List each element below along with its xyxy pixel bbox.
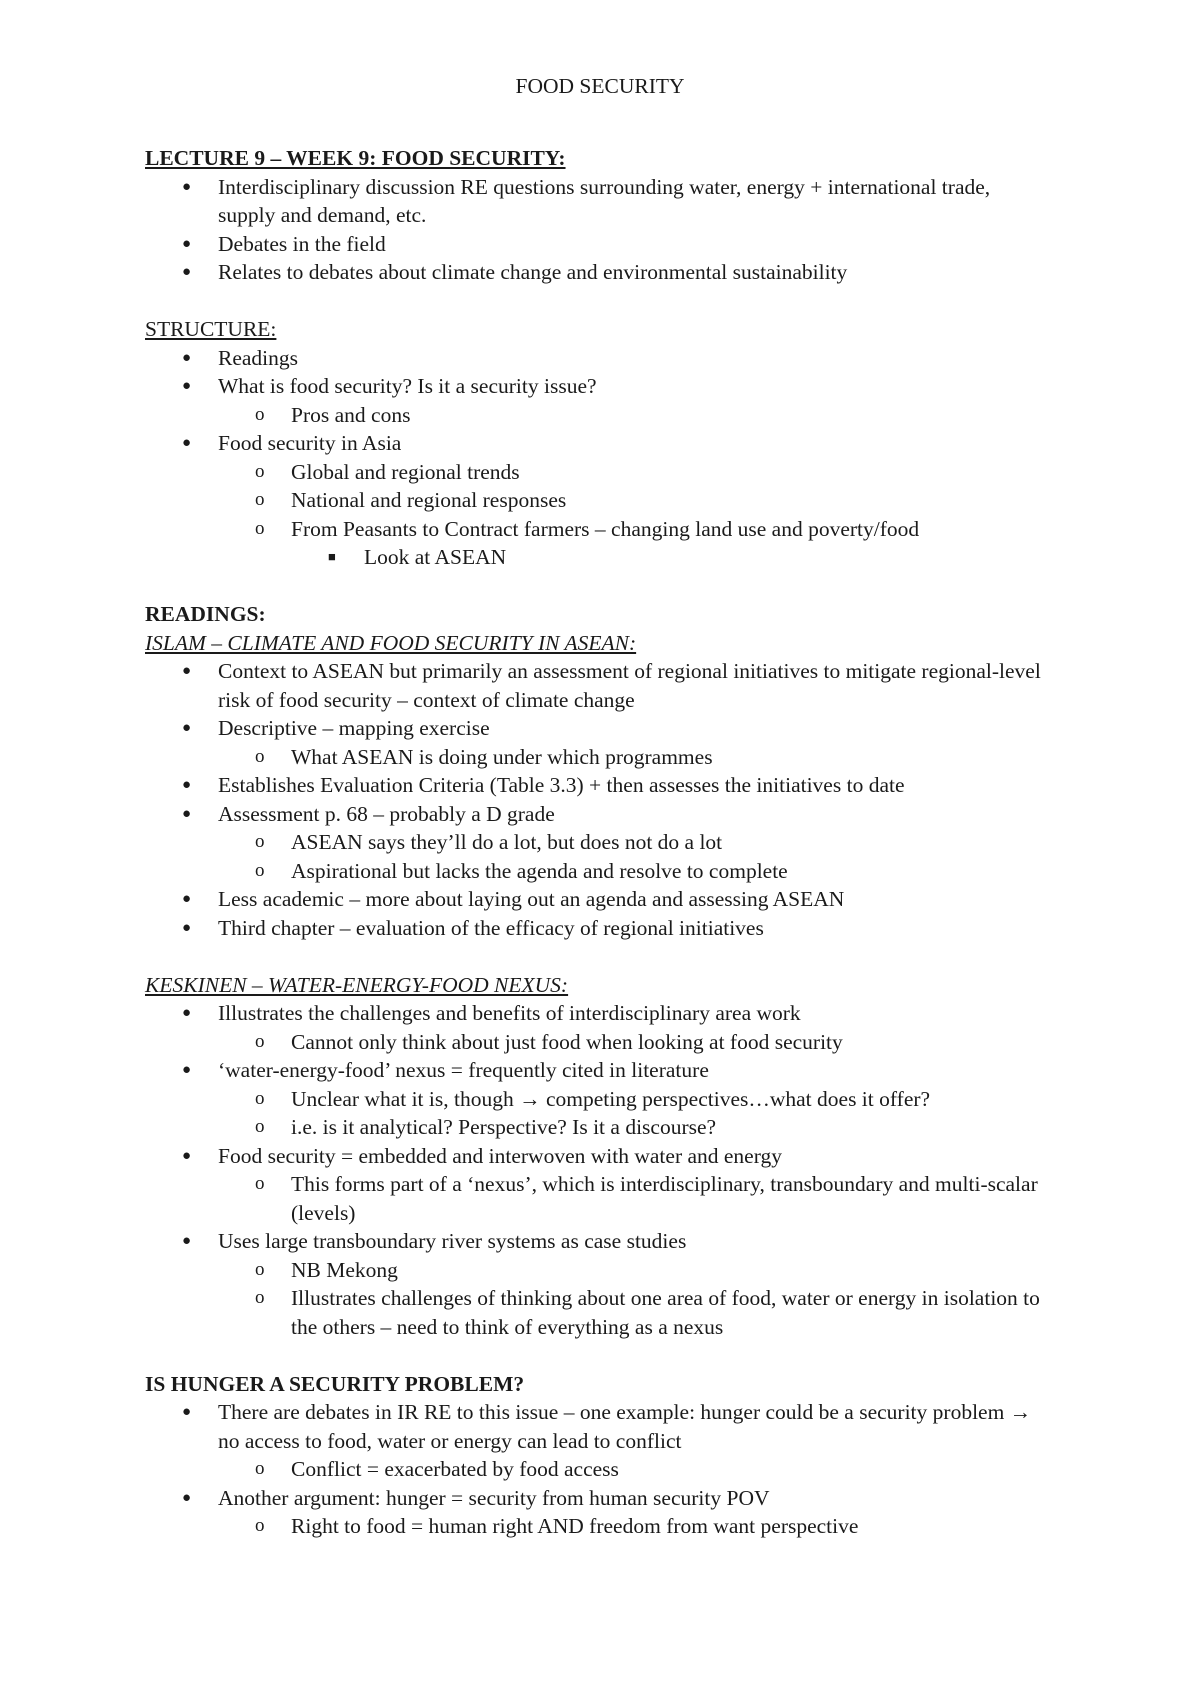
list-item-level-2	[145, 1113, 1045, 1142]
circle-marker: o	[255, 1287, 265, 1308]
document-title: FOOD SECURITY	[515, 74, 685, 98]
list-item-text: Descriptive – mapping exercise	[218, 716, 490, 740]
list-item-text: Third chapter – evaluation of the efficacy of regional initiatives	[218, 915, 764, 940]
list-item-text: Pros and cons	[291, 402, 411, 427]
list-item-level-2	[145, 458, 1045, 487]
list-item-text: Less academic – more about laying out an agenda and assessing ASEAN	[218, 887, 845, 911]
circle-marker: o	[255, 1173, 265, 1194]
blank-line	[145, 942, 1045, 971]
bullet-marker: ●	[182, 435, 192, 451]
circle-marker: o	[255, 831, 265, 852]
list-item-level-1	[145, 344, 1045, 373]
list-item-text: Context to ASEAN but primarily an assessment of regional initiatives to mitigate regional-level risk of food security – context of climate change	[218, 659, 1041, 712]
list-item-text: Relates to debates about climate change and environmental sustainability	[218, 260, 848, 284]
list-item-text: Interdisciplinary discussion RE questions surrounding water, energy + international trade, supply and demand, etc.	[218, 174, 991, 227]
list-item-level-1	[145, 1227, 1045, 1256]
list-item-level-1	[145, 230, 1045, 259]
list-item-level-2	[145, 857, 1045, 886]
list-item-level-2	[145, 828, 1045, 857]
list-item-text: ASEAN says they’ll do a lot, but does not do a lot	[291, 830, 723, 854]
bullet-marker: ●	[182, 349, 192, 366]
circle-marker: o	[255, 460, 265, 482]
document-body	[145, 144, 1045, 1541]
section-heading: ISLAM – CLIMATE AND FOOD SECURITY IN ASEAN:	[145, 630, 637, 655]
list-item-text: Assessment p. 68 – probably a D grade	[218, 801, 555, 826]
list-item-text: National and regional responses	[291, 488, 567, 512]
list-item-text: What is food security? Is it a security issue?	[218, 374, 597, 398]
list-item-level-2	[145, 1085, 1045, 1114]
blank-line	[145, 287, 1045, 316]
list-item-level-1	[145, 999, 1045, 1028]
list-item-level-1	[145, 258, 1045, 287]
bullet-marker: ●	[182, 777, 192, 793]
bullet-marker: ●	[182, 720, 192, 736]
list-item-text: Right to food = human right AND freedom from want perspective	[291, 1514, 859, 1538]
list-item-text: NB Mekong	[291, 1257, 398, 1282]
list-item-level-1	[145, 657, 1045, 714]
list-item-level-1	[145, 1398, 1045, 1455]
bullet-marker: ●	[182, 178, 192, 195]
list-item-level-2	[145, 743, 1045, 772]
list-item-text: Unclear what it is, though → competing perspectives…what does it offer?	[291, 1086, 931, 1111]
bullet-marker: ●	[182, 1233, 192, 1249]
list-item-level-2	[145, 1256, 1045, 1285]
list-item-level-2	[145, 1284, 1045, 1341]
bullet-marker: ●	[182, 1005, 192, 1021]
bullet-marker: ●	[182, 1062, 192, 1078]
list-item-text: There are debates in IR RE to this issue – one example: hunger could be a security problem → no access to food, water or energy can lead to conflict	[218, 1400, 1032, 1453]
list-item-level-2	[145, 401, 1045, 430]
list-item-text: Food security = embedded and interwoven with water and energy	[218, 1143, 782, 1168]
bullet-marker: ●	[182, 891, 192, 907]
list-item-text: This forms part of a ‘nexus’, which is interdisciplinary, transboundary and multi-scalar (levels)	[291, 1172, 1038, 1225]
bullet-marker: ●	[182, 264, 192, 280]
list-item-text: Establishes Evaluation Criteria (Table 3.3) + then assesses the initiatives to date	[218, 773, 905, 797]
circle-marker: o	[255, 1116, 265, 1137]
circle-marker: o	[255, 1515, 265, 1536]
list-item-level-2	[145, 1170, 1045, 1227]
list-item-level-2	[145, 1028, 1045, 1057]
circle-marker: o	[255, 859, 265, 881]
list-item-level-1	[145, 914, 1045, 943]
list-item-level-1	[145, 1484, 1045, 1513]
circle-marker: o	[255, 403, 265, 425]
bullet-marker: ●	[182, 1489, 192, 1506]
bullet-marker: ●	[182, 1147, 192, 1164]
list-item-text: What ASEAN is doing under which programmes	[291, 744, 713, 769]
list-item-level-1	[145, 800, 1045, 829]
section-heading: IS HUNGER A SECURITY PROBLEM?	[145, 1371, 525, 1396]
list-item-level-1	[145, 885, 1045, 914]
bullet-marker: ●	[182, 663, 192, 679]
blank-line	[145, 1341, 1045, 1370]
list-item-text: Global and regional trends	[291, 459, 520, 484]
bullet-marker: ●	[182, 919, 192, 936]
list-item-text: Aspirational but lacks the agenda and resolve to complete	[291, 858, 788, 883]
list-item-level-1	[145, 173, 1045, 230]
list-item-text: Uses large transboundary river systems as case studies	[218, 1229, 687, 1253]
bullet-marker: ●	[182, 235, 192, 252]
list-item-level-1	[145, 1142, 1045, 1171]
list-item-level-2	[145, 515, 1045, 544]
list-item-text: i.e. is it analytical? Perspective? Is it a discourse?	[291, 1115, 717, 1139]
list-item-level-1	[145, 372, 1045, 401]
circle-marker: o	[255, 489, 265, 510]
bullet-marker: ●	[182, 805, 192, 822]
list-item-text: ‘water-energy-food’ nexus = frequently cited in literature	[218, 1058, 709, 1082]
circle-marker: o	[255, 1258, 265, 1280]
list-item-text: Another argument: hunger = security from human security POV	[218, 1485, 770, 1510]
list-item-level-1	[145, 1056, 1045, 1085]
list-item-level-1	[145, 714, 1045, 743]
list-item-text: Illustrates challenges of thinking about one area of food, water or energy in isolation to the others – need to think of everything as a nexus	[291, 1286, 1040, 1339]
circle-marker: o	[255, 517, 265, 539]
list-item-text: Food security in Asia	[218, 431, 402, 455]
list-item-text: Debates in the field	[218, 231, 386, 256]
circle-marker: o	[255, 745, 265, 767]
section-heading: LECTURE 9 – WEEK 9: FOOD SECURITY:	[145, 146, 566, 170]
blank-line	[145, 572, 1045, 601]
list-item-text: Cannot only think about just food when looking at food security	[291, 1029, 843, 1054]
list-item-text: Look at ASEAN	[364, 545, 507, 569]
square-marker: ■	[328, 549, 336, 564]
section-heading: KESKINEN – WATER-ENERGY-FOOD NEXUS:	[145, 972, 569, 997]
circle-marker: o	[255, 1087, 265, 1109]
circle-marker: o	[255, 1030, 265, 1052]
section-heading: STRUCTURE:	[145, 317, 277, 341]
list-item-level-2	[145, 1512, 1045, 1541]
bullet-marker: ●	[182, 378, 192, 394]
bullet-marker: ●	[182, 1404, 192, 1420]
list-item-text: From Peasants to Contract farmers – changing land use and poverty/food	[291, 516, 920, 541]
list-item-level-1	[145, 771, 1045, 800]
circle-marker: o	[255, 1458, 265, 1479]
list-item-level-2	[145, 1455, 1045, 1484]
list-item-text: Illustrates the challenges and benefits of interdisciplinary area work	[218, 1001, 801, 1025]
list-item-level-1	[145, 429, 1045, 458]
section-heading: READINGS:	[145, 602, 266, 626]
list-item-level-3	[145, 543, 1045, 572]
list-item-text: Readings	[218, 345, 299, 370]
list-item-level-2	[145, 486, 1045, 515]
list-item-text: Conflict = exacerbated by food access	[291, 1457, 619, 1481]
